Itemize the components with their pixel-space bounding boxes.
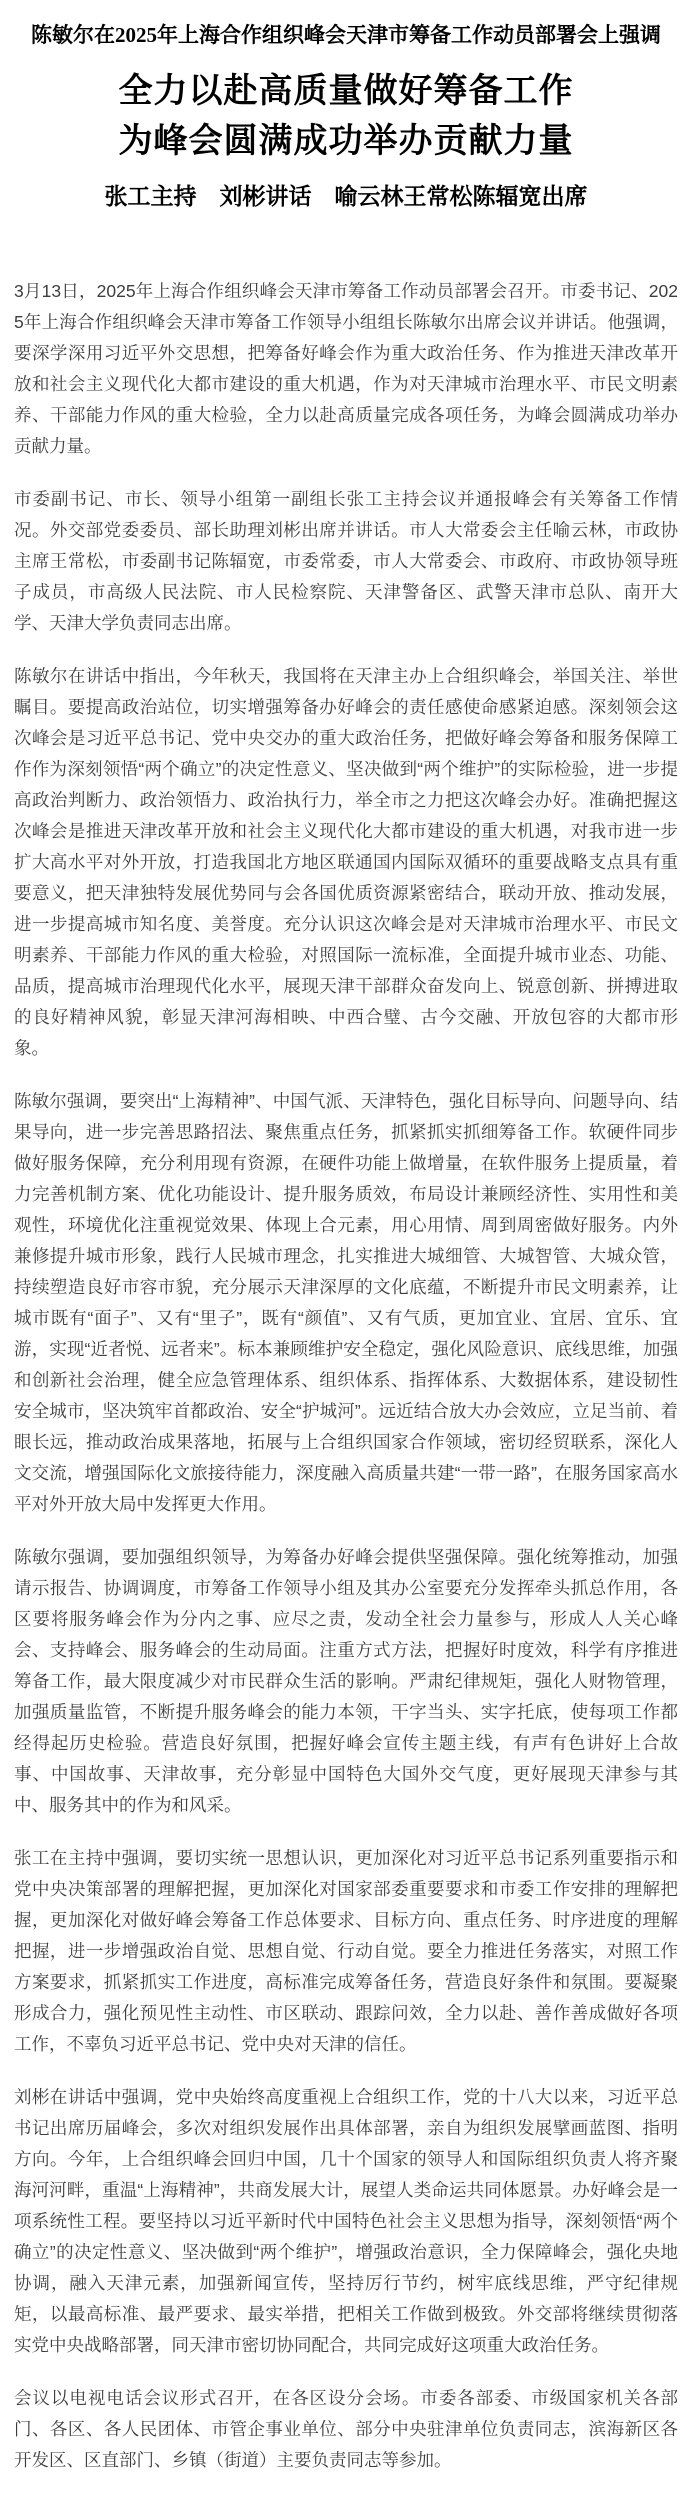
article-paragraph-7: 刘彬在讲话中强调，党中央始终高度重视上合组织工作，党的十八大以来，习近平总书记出席历届峰会，多次对组织发展作出具体部署，亲自为组织发展擘画蓝图、指明方向。今年，上合组织峰会回归中国，几十个国家的领导人和国际组织负责人将齐聚海河河畔，重温“上海精神”，共商发展大计，展望人类命运共同体愿景。办好峰会是一项系统性工程。要坚持以习近平新时代中国特色社会主义思想为指导，深刻领悟“两个确立”的决定性意义、坚决做到“两个维护”，增强政治意识，全力保障峰会，强化央地协调，融入天津元素，加强新闻宣传，坚持厉行节约，树牢底线思维，严守纪律规矩，以最高标准、最严要求、最实举措，把相关工作做到极致。外交部将继续贯彻落实党中央战略部署，同天津市密切协同配合，共同完成好这项重大政治任务。 [14, 2087, 678, 2355]
article-paragraph-3: 陈敏尔在讲话中指出，今年秋天，我国将在天津主办上合组织峰会，举国关注、举世瞩目。要提高政治站位，切实增强筹备办好峰会的责任感使命感紧迫感。深刻领会这次峰会是习近平总书记、党中央交办的重大政治任务，把做好峰会筹备和服务保障工作作为深刻领悟“两个确立”的决定性意义、坚决做到“两个维护”的实际检验，进一步提高政治判断力、政治领悟力、政治执行力，举全市之力把这次峰会办好。准确把握这次峰会是推进天津改革开放和社会主义现代化大都市建设的重大机遇，对我市进一步扩大高水平对外开放，打造我国北方地区联通国内国际双循环的重要战略支点具有重要意义，把天津独特发展优势同与会各国优质资源紧密结合，联动开放、推动发展，进一步提高城市知名度、美誉度。充分认识这次峰会是对天津城市治理水平、市民文明素养、干部能力作风的重大检验，对照国际一流标准，全面提升城市业态、功能、品质，提高城市治理现代化水平，展现天津干部群众奋发向上、锐意创新、拼搏进取的良好精神风貌，彰显天津河海相映、中西合璧、古今交融、开放包容的大都市形象。 [14, 666, 678, 1058]
article-paragraph-2: 市委副书记、市长、领导小组第一副组长张工主持会议并通报峰会有关筹备工作情况。外交部党委委员、部长助理刘彬出席并讲话。市人大常委会主任喻云林，市政协主席王常松，市委副书记陈辐宽，市委常委，市人大常委会、市政府、市政协领导班子成员，市高级人民法院、市人民检察院、天津警备区、武警天津市总队、南开大学、天津大学负责同志出席。 [14, 489, 678, 633]
article-paragraph-5: 陈敏尔强调，要加强组织领导，为筹备办好峰会提供坚强保障。强化统筹推动，加强请示报告、协调调度，市筹备工作领导小组及其办公室要充分发挥牵头抓总作用，各区要将服务峰会作为分内之事、应尽之责，发动全社会力量参与，形成人人关心峰会、支持峰会、服务峰会的生动局面。注重方式方法，把握好时度效，科学有序推进筹备工作，最大限度减少对市民群众生活的影响。严肃纪律规矩，强化人财物管理，加强质量监管，不断提升服务峰会的能力本领，干字当头、实字托底，使每项工作都经得起历史检验。营造良好氛围，把握好峰会宣传主题主线，有声有色讲好上合故事、中国故事、天津故事，充分彰显中国特色大国外交气度，更好展现天津参与其中、服务其中的作为和风采。 [14, 1547, 678, 1815]
article-title-line-1: 全力以赴高质量做好筹备工作 [118, 72, 574, 110]
article-byline: 张工主持 刘彬讲话 喻云林王常松陈辐宽出席 [104, 184, 588, 209]
article-kicker: 陈敏尔在2025年上海合作组织峰会天津市筹备工作动员部署会上强调 [31, 23, 661, 47]
article-title-line-2: 为峰会圆满成功举办贡献力量 [118, 122, 574, 160]
article-paragraph-8: 会议以电视电话会议形式召开，在各区设分会场。市委各部委、市级国家机关各部门、各区、各人民团体、市管企事业单位、部分中央驻津单位负责同志，滨海新区各开发区、区直部门、乡镇（街道）主要负责同志等参加。 [14, 2388, 678, 2470]
article-paragraph-6: 张工在主持中强调，要切实统一思想认识，更加深化对习近平总书记系列重要指示和党中央决策部署的理解把握，更加深化对国家部委重要要求和市委工作安排的理解把握，更加深化对做好峰会筹备工作总体要求、目标方向、重点任务、时序进度的理解把握，进一步增强政治自觉、思想自觉、行动自觉。要全力推进任务落实，对照工作方案要求，抓紧抓实工作进度，高标准完成筹备任务，营造良好条件和氛围。要凝聚形成合力，强化预见性主动性、市区联动、跟踪问效，全力以赴、善作善成做好各项工作，不辜负习近平总书记、党中央对天津的信任。 [14, 1848, 678, 2054]
article-body [14, 276, 678, 2476]
article-paragraph-4: 陈敏尔强调，要突出“上海精神”、中国气派、天津特色，强化目标导向、问题导向、结果导向，进一步完善思路招法、聚焦重点任务，抓紧抓实抓细筹备工作。软硬件同步做好服务保障，充分利用现有资源，在硬件功能上做增量，在软件服务上提质量，着力完善机制方案、优化功能设计、提升服务质效，布局设计兼顾经济性、实用性和美观性，环境优化注重视觉效果、体现上合元素，用心用情、周到周密做好服务。内外兼修提升城市形象，践行人民城市理念，扎实推进大城细管、大城智管、大城众管，持续塑造良好市容市貌，充分展示天津深厚的文化底蕴，不断提升市民文明素养，让城市既有“面子”、又有“里子”，既有“颜值”、又有气质，更加宜业、宜居、宜乐、宜游，实现“近者悦、远者来”。标本兼顾维护安全稳定，强化风险意识、底线思维，加强和创新社会治理，健全应急管理体系、组织体系、指挥体系、大数据体系，建设韧性安全城市，坚决筑牢首都政治、安全“护城河”。远近结合放大办会效应，立足当前、着眼长远，推动政治成果落地，拓展与上合组织国家合作领域，密切经贸联系，深化人文交流，增强国际化文旅接待能力，深度融入高质量共建“一带一路”，在服务国家高水平对外开放大局中发挥更大作用。 [14, 1091, 678, 1514]
article-header [14, 22, 678, 212]
article-paragraph-1: 3月13日，2025年上海合作组织峰会天津市筹备工作动员部署会召开。市委书记、2025年上海合作组织峰会天津市筹备工作领导小组组长陈敏尔出席会议并讲话。他强调，要深学深用习近平外交思想，把筹备好峰会作为重大政治任务、作为推进天津改革开放和社会主义现代化大都市建设的重大机遇，作为对天津城市治理水平、市民文明素养、干部能力作风的重大检验，全力以赴高质量完成各项任务，为峰会圆满成功举办贡献力量。 [14, 281, 678, 456]
